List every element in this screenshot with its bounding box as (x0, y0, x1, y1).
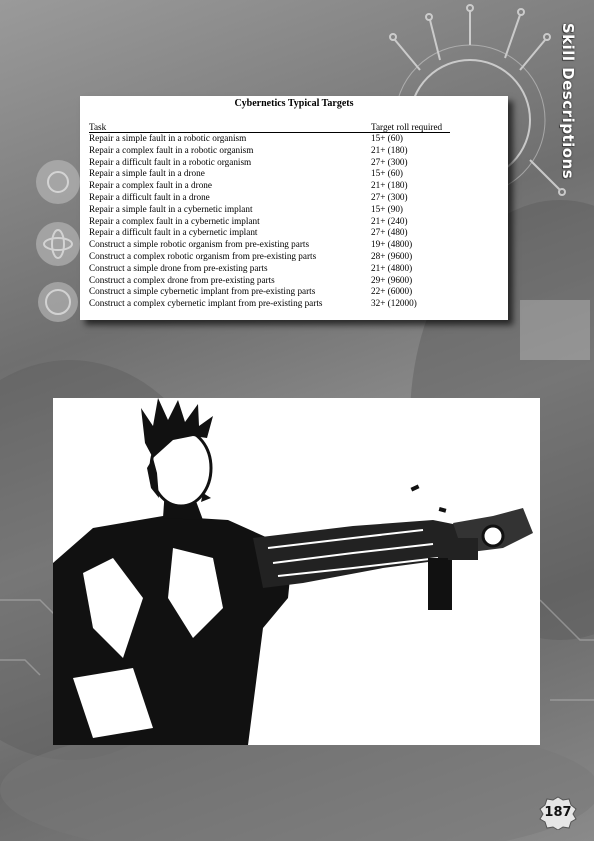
side-heading (550, 22, 586, 180)
table-row (89, 263, 499, 275)
target-cell: 32+ (12000) (371, 298, 417, 309)
table-row (89, 227, 499, 239)
table-row (89, 204, 499, 216)
target-cell: 15+ (60) (371, 133, 403, 143)
task-cell: Construct a simple robotic organism from pre-existing parts (89, 239, 310, 250)
task-cell: Repair a complex fault in a drone (89, 180, 212, 191)
table-row (89, 145, 499, 157)
target-cell: 21+ (4800) (371, 262, 413, 273)
task-cell: Repair a difficult fault in a cybernetic implant (89, 227, 258, 238)
table-row (89, 275, 499, 287)
target-cell: 15+ (90) (371, 203, 403, 214)
page-number-badge (539, 796, 577, 830)
target-cell: 19+ (4800) (371, 239, 413, 250)
table-row (89, 239, 499, 251)
table-row (89, 298, 499, 310)
target-cell: 28+ (9600) (371, 250, 413, 261)
table-row (89, 168, 499, 180)
task-cell: Construct a simple drone from pre-existing parts (89, 262, 268, 273)
table-row (89, 216, 499, 228)
task-cell: Repair a difficult fault in a drone (89, 191, 210, 202)
table-row (89, 180, 499, 192)
task-cell: Repair a difficult fault in a robotic organism (89, 156, 252, 167)
column-header-task: Task (89, 122, 107, 132)
cyborg-arm-image (53, 398, 540, 745)
task-cell: Repair a complex fault in a robotic organism (89, 144, 254, 155)
target-cell: 27+ (300) (371, 156, 408, 167)
target-cell: 27+ (300) (371, 191, 408, 202)
table-title: Cybernetics Typical Targets (234, 98, 354, 109)
task-cell: Repair a complex fault in a cybernetic implant (89, 215, 260, 226)
task-cell: Construct a complex drone from pre-existing parts (89, 274, 275, 285)
task-cell: Construct a simple cybernetic implant from pre-existing parts (89, 286, 316, 297)
target-cell: 22+ (6000) (371, 286, 413, 297)
table-rows (89, 133, 499, 310)
task-cell: Repair a simple fault in a robotic organism (89, 133, 247, 143)
target-cell: 21+ (240) (371, 215, 408, 226)
table-row (89, 192, 499, 204)
column-header-target: Target roll required (371, 122, 443, 132)
table-row (89, 133, 499, 145)
task-cell: Repair a simple fault in a drone (89, 168, 205, 179)
task-cell: Construct a complex cybernetic implant from pre-existing parts (89, 298, 323, 309)
target-cell: 15+ (60) (371, 168, 403, 179)
target-cell: 27+ (480) (371, 227, 408, 238)
target-cell: 29+ (9600) (371, 274, 413, 285)
table-row (89, 157, 499, 169)
task-cell: Repair a simple fault in a cybernetic implant (89, 203, 253, 214)
target-cell: 21+ (180) (371, 180, 408, 191)
side-heading-text: Skill Descriptions (559, 22, 577, 180)
table-row (89, 251, 499, 263)
cyborg-illustration (53, 398, 540, 745)
target-cell: 21+ (180) (371, 144, 408, 155)
targets-table (80, 96, 508, 320)
page-number: 187 (544, 805, 572, 820)
task-cell: Construct a complex robotic organism from pre-existing parts (89, 250, 317, 261)
table-row (89, 286, 499, 298)
